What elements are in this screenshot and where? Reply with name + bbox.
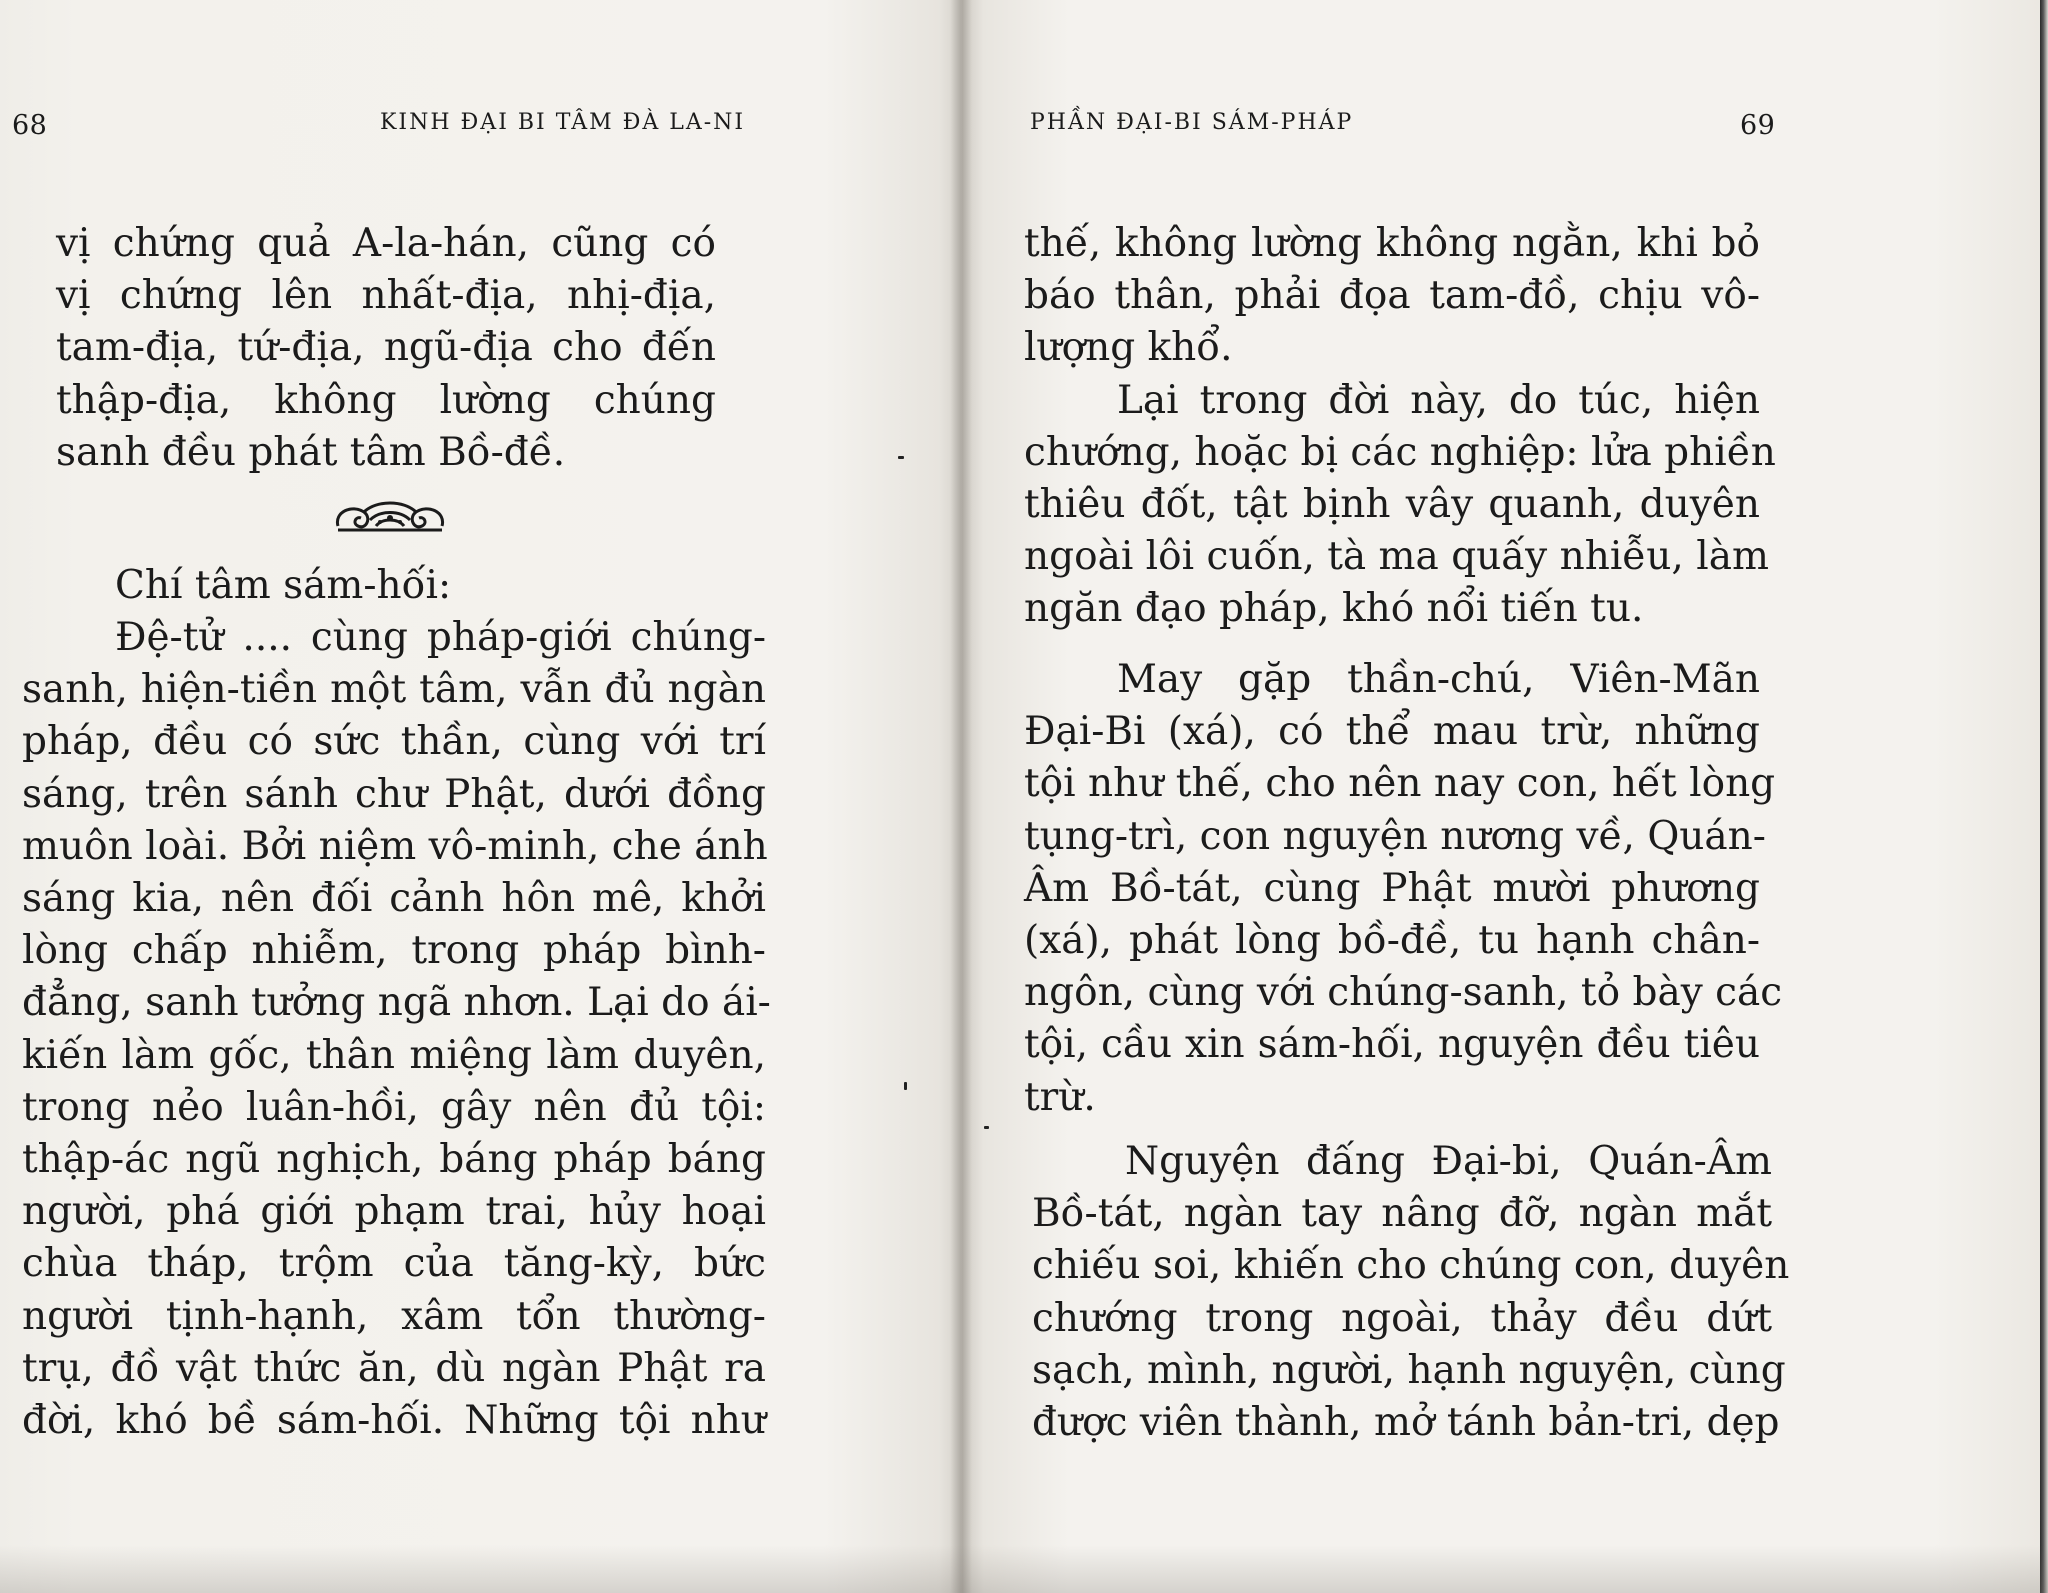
bottom-shadow (0, 1545, 2048, 1593)
page-number-left: 68 (12, 110, 48, 141)
text-line: tội như thế, cho nên nay con, hết lòng (1024, 761, 1776, 807)
text-line: người tịnh-hạnh, xâm tổn thường- (22, 1293, 766, 1339)
text-line: vị chứng lên nhất-địa, nhị-địa, (56, 273, 716, 319)
text-line: sáng, trên sánh chư Phật, dưới đồng (22, 771, 766, 817)
text-line: chướng, hoặc bị các nghiệp: lửa phiền (1024, 429, 1776, 475)
text-line: trong nẻo luân-hồi, gây nên đủ tội: (22, 1084, 766, 1130)
page-number-right: 69 (1740, 110, 1776, 141)
running-header-left: KINH ĐẠI BI TÂM ĐÀ LA-NI (380, 110, 746, 135)
body-paragraph-left (22, 612, 771, 1447)
running-header-right: PHẦN ĐẠI-BI SÁM-PHÁP (1030, 110, 1354, 135)
page-edge (2040, 0, 2048, 1593)
text-line: sạch, mình, người, hạnh nguyện, cùng (1032, 1347, 1786, 1393)
text-line: pháp, đều có sức thần, cùng với trí (22, 719, 766, 765)
text-line: tụng-trì, con nguyện nương về, Quán- (1024, 813, 1766, 859)
text-line: lòng chấp nhiễm, trong pháp bình- (22, 928, 766, 974)
text-line: thập-địa, không lường chúng (56, 377, 716, 423)
text-line: lượng khổ. (1024, 325, 1233, 371)
text-line: sáng kia, nên đối cảnh hôn mê, khởi (22, 876, 766, 922)
text-line: chướng trong ngoài, thảy đều dứt (1032, 1295, 1772, 1341)
text-line: đẳng, sanh tưởng ngã nhơn. Lại do ái- (22, 980, 771, 1026)
book-gutter (950, 0, 972, 1593)
section-heading (115, 560, 715, 612)
print-speck (984, 1126, 989, 1129)
text-line: kiến làm gốc, thân miệng làm duyên, (22, 1032, 766, 1078)
text-line: báo thân, phải đọa tam-đồ, chịu vô- (1024, 273, 1760, 319)
text-line: ngôn, cùng với chúng-sanh, tỏ bày các (1024, 970, 1783, 1016)
print-speck (898, 456, 904, 459)
text-line: trừ. (1024, 1074, 1096, 1120)
text-line: Nguyện đấng Đại-bi, Quán-Âm (1125, 1139, 1772, 1184)
text-line: chùa tháp, trộm của tăng-kỳ, bức (22, 1241, 766, 1287)
scroll-ornament-icon (330, 490, 450, 542)
text-line: Lại trong đời này, do túc, hiện (1117, 377, 1760, 423)
left-page (0, 0, 968, 1593)
text-line: được viên thành, mở tánh bản-tri, dẹp (1032, 1400, 1780, 1446)
text-line: tội, cầu xin sám-hối, nguyện đều tiêu (1024, 1022, 1760, 1068)
right-text-column (1024, 218, 1776, 636)
print-speck (904, 1082, 907, 1090)
text-line: muôn loài. Bởi niệm vô-minh, che ánh (22, 823, 768, 869)
text-line: Bồ-tát, ngàn tay nâng đỡ, ngàn mắt (1032, 1191, 1772, 1237)
intro-paragraph (56, 218, 716, 479)
text-line: thế, không lường không ngằn, khi bỏ (1024, 221, 1760, 266)
text-line: Đại-Bi (xá), có thể mau trừ, những (1024, 709, 1760, 755)
right-text-column-3 (1032, 1136, 1790, 1449)
heading-line: Chí tâm sám-hối: (115, 563, 452, 608)
text-line: tam-địa, tứ-địa, ngũ-địa cho đến (56, 325, 716, 371)
text-line: thập-ác ngũ nghịch, báng pháp báng (22, 1137, 766, 1183)
text-line: sanh đều phát tâm Bồ-đề. (56, 429, 566, 475)
text-line: thiêu đốt, tật bịnh vây quanh, duyên (1024, 482, 1760, 528)
text-line: May gặp thần-chú, Viên-Mãn (1117, 657, 1760, 702)
text-line: người, phá giới phạm trai, hủy hoại (22, 1189, 766, 1235)
text-line: đời, khó bề sám-hối. Những tội như (22, 1398, 766, 1444)
right-page (962, 0, 2040, 1593)
text-line: (xá), phát lòng bồ-đề, tu hạnh chân- (1024, 918, 1760, 964)
text-line: sanh, hiện-tiền một tâm, vẫn đủ ngàn (22, 667, 766, 713)
text-line: Âm Bồ-tát, cùng Phật mười phương (1024, 865, 1760, 911)
text-line: ngoài lôi cuốn, tà ma quấy nhiễu, làm (1024, 534, 1769, 580)
text-line: trụ, đồ vật thức ăn, dù ngàn Phật ra (22, 1345, 766, 1391)
text-line: Đệ-tử .... cùng pháp-giới chúng- (115, 615, 766, 660)
text-line: ngăn đạo pháp, khó nổi tiến tu. (1024, 586, 1644, 632)
text-line: vị chứng quả A-la-hán, cũng có (56, 221, 716, 266)
right-text-column-2 (1024, 654, 1783, 1124)
text-line: chiếu soi, khiến cho chúng con, duyên (1032, 1243, 1790, 1289)
